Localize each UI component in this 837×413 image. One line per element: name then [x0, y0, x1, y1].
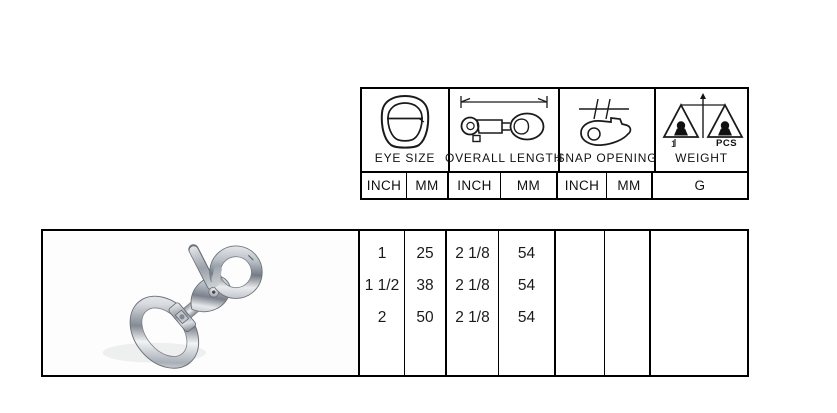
spec-label-overall-length: OVERALL LENGTH	[444, 151, 564, 165]
unit-eye-mm: MM	[407, 173, 449, 198]
cell-weight-g-r1	[651, 270, 747, 302]
weight-icon	[658, 92, 746, 150]
cell-length-mm-r0: 54	[517, 245, 536, 262]
weight-left-pan-label: 1	[670, 139, 676, 149]
cell-length-mm-r2: 54	[517, 309, 536, 326]
cell-snap-mm-r1	[605, 270, 649, 302]
data-col-length-inch	[447, 231, 499, 375]
unit-length-inch: INCH	[449, 173, 501, 198]
unit-length-mm: MM	[501, 173, 558, 198]
spec-units-row	[362, 173, 747, 198]
cell-snap-inch-r2	[556, 302, 604, 334]
unit-snap-inch: INCH	[558, 173, 607, 198]
overall-length-icon	[454, 93, 554, 149]
cell-length-inch-r2: 2 1/8	[455, 309, 490, 326]
cell-snap-mm-r2	[605, 302, 649, 334]
cell-eye-inch-r2: 2	[377, 309, 387, 326]
data-col-snap-mm	[605, 231, 651, 375]
cell-eye-inch-r0: 1	[377, 245, 387, 262]
cell-snap-mm-r0	[605, 238, 649, 270]
spec-header-row	[362, 89, 747, 173]
data-col-length-mm	[499, 231, 556, 375]
cell-length-mm-r1: 54	[517, 277, 536, 294]
spec-label-snap-opening: SNAP OPENING	[556, 151, 658, 165]
cell-eye-inch-r1: 1 1/2	[364, 277, 400, 294]
product-spec-table	[41, 229, 749, 377]
spec-group-eye-size	[362, 89, 450, 171]
snap-opening-icon	[565, 94, 649, 148]
unit-eye-inch: INCH	[362, 173, 407, 198]
spec-label-eye-size: EYE SIZE	[374, 151, 436, 165]
product-photo-swivel-snap-hook	[43, 231, 358, 375]
eye-size-icon-wrap	[378, 89, 432, 151]
overall-length-icon-wrap	[454, 89, 554, 151]
spec-label-weight: WEIGHT	[675, 151, 728, 165]
cell-length-inch-r1: 2 1/8	[455, 277, 490, 294]
spec-group-weight	[656, 89, 747, 171]
data-col-snap-inch	[556, 231, 605, 375]
data-col-eye-mm	[405, 231, 447, 375]
cell-length-inch-r0: 2 1/8	[455, 245, 490, 262]
cell-eye-mm-r0: 25	[416, 245, 434, 262]
spec-group-snap-opening	[556, 89, 658, 171]
product-photo-cell	[43, 231, 360, 375]
unit-snap-mm: MM	[607, 173, 653, 198]
spec-group-overall-length	[444, 89, 564, 171]
eye-size-icon	[378, 92, 432, 150]
weight-icon-wrap	[658, 89, 746, 151]
cell-weight-g-r2	[651, 302, 747, 334]
cell-snap-inch-r1	[556, 270, 604, 302]
data-col-weight-g	[651, 231, 747, 375]
data-col-eye-inch	[360, 231, 405, 375]
snap-opening-icon-wrap	[565, 89, 649, 151]
cell-weight-g-r0	[651, 238, 747, 270]
unit-weight-g: G	[694, 178, 706, 193]
cell-eye-mm-r2: 50	[416, 309, 434, 326]
weight-right-pan-label: PCS	[715, 138, 737, 149]
cell-eye-mm-r1: 38	[416, 277, 434, 294]
cell-snap-inch-r0	[556, 238, 604, 270]
spec-header-table	[360, 87, 749, 200]
